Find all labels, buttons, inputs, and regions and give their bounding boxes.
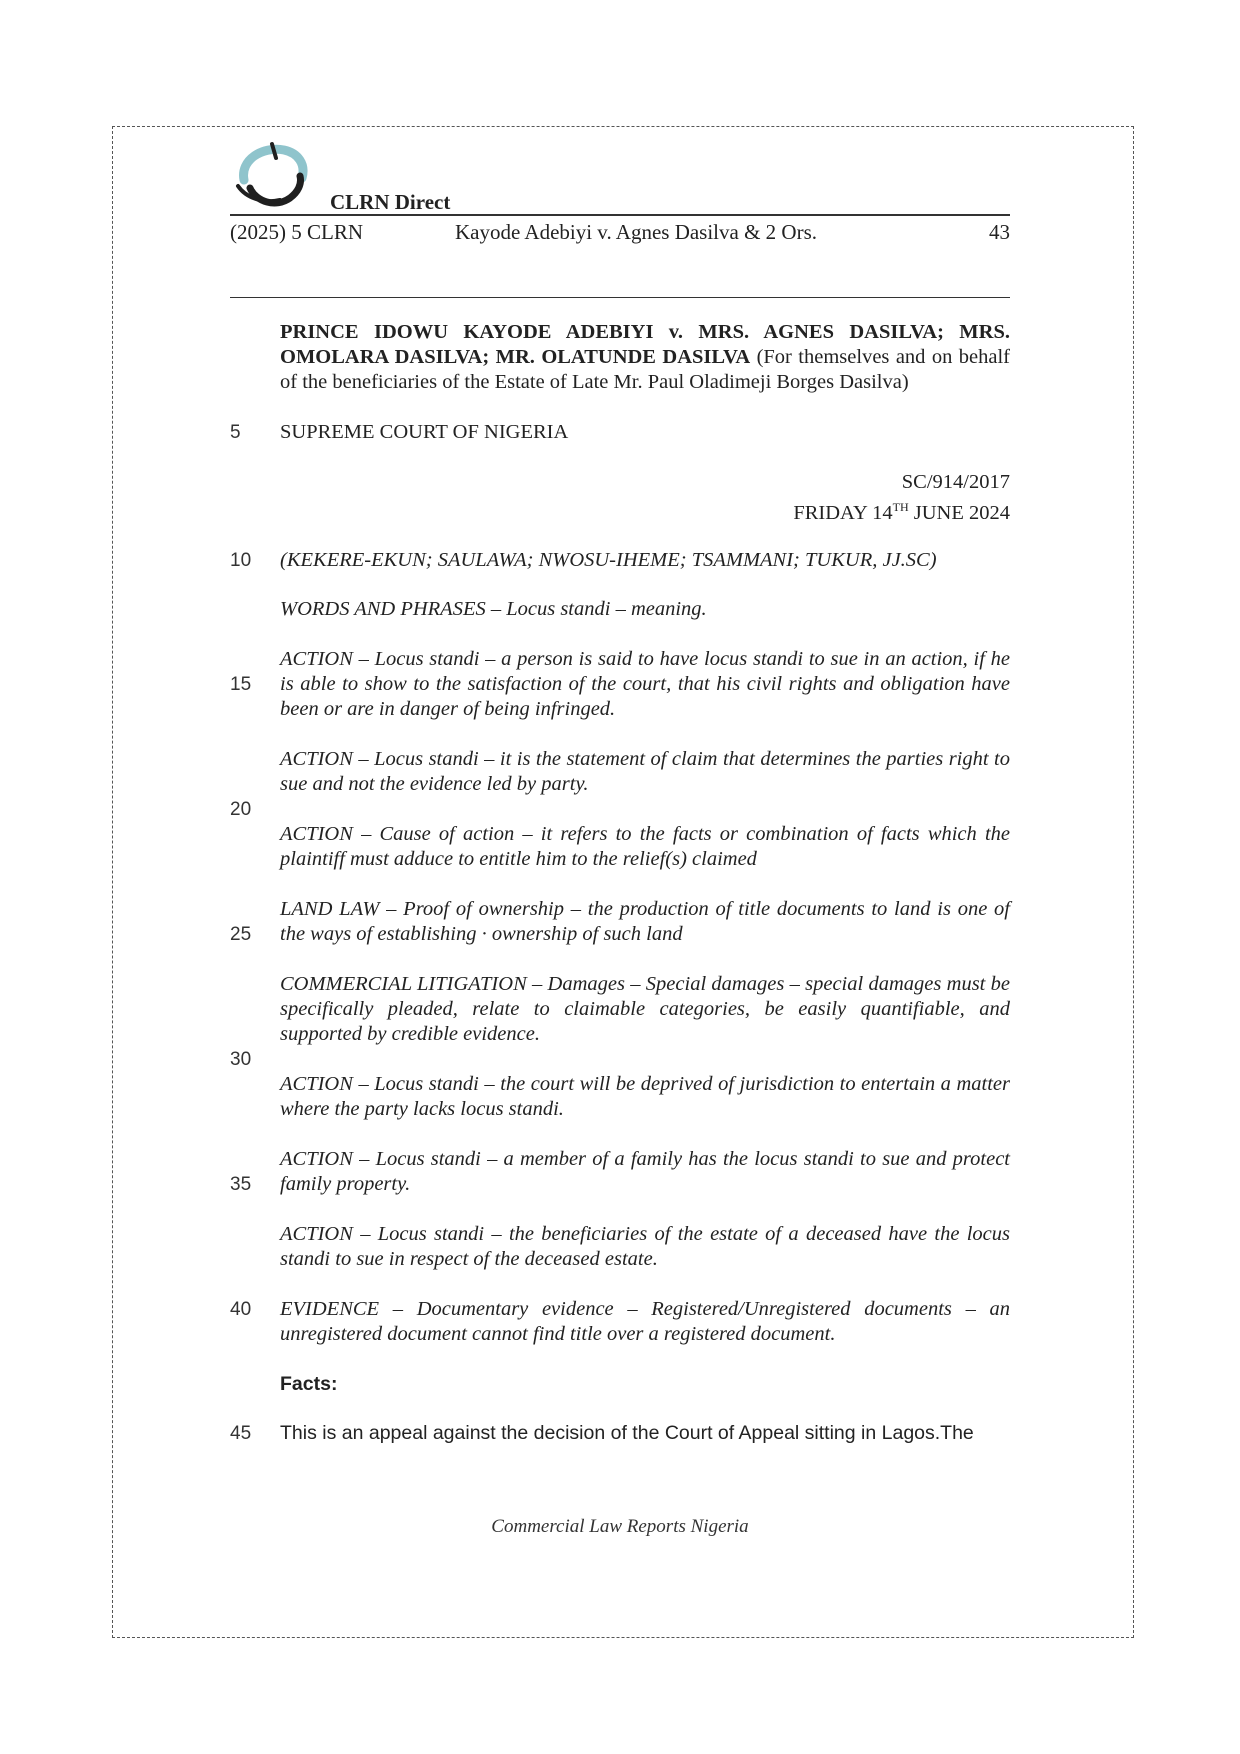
line-number: 25 <box>230 924 252 945</box>
line-number: 45 <box>230 1423 252 1444</box>
court-name: SUPREME COURT OF NIGERIA <box>280 421 569 443</box>
case-short-title: Kayode Adebiyi v. Agnes Dasilva & 2 Ors. <box>455 220 818 244</box>
line-number: 15 <box>230 674 252 695</box>
case-parties <box>280 320 1010 395</box>
catchword: WORDS AND PHRASES – Locus standi – meaning. <box>280 598 707 620</box>
catchword: ACTION – Locus standi – a member of a family has the locus standi to sue and protect family property. <box>280 1148 1010 1195</box>
report-citation: (2025) 5 CLRN <box>230 220 363 244</box>
header-rule <box>230 214 1010 216</box>
catchword: ACTION – Locus standi – it is the statement of claim that determines the parties right to sue and not the evidence led by party. <box>280 748 1010 795</box>
catchword: COMMERCIAL LITIGATION – Damages – Special damages – special damages must be specifically pleaded, relate to claimable categories, be easily quantifiable, and supported by credible evidence. <box>280 973 1010 1045</box>
line-number: 20 <box>230 799 252 820</box>
coram-justices: (KEKERE-EKUN; SAULAWA; NWOSU-IHEME; TSAMMANI; TUKUR, JJ.SC) <box>280 549 937 571</box>
catchword: ACTION – Locus standi – a person is said to have locus standi to sue in an action, if he is able to show to the satisfaction of the court, that his civil rights and obligation have been or are in danger of being infringed. <box>280 648 1010 720</box>
catchword: EVIDENCE – Documentary evidence – Registered/Unregistered documents – an unregistered document cannot find title over a registered document. <box>280 1298 1010 1345</box>
brand-name: CLRN Direct <box>330 190 451 214</box>
page-footer: Commercial Law Reports Nigeria <box>491 1516 749 1537</box>
facts-text: This is an appeal against the decision of the Court of Appeal sitting in Lagos.The <box>280 1422 974 1444</box>
title-rule <box>230 297 1010 298</box>
line-number: 5 <box>230 422 241 443</box>
facts-heading: Facts: <box>280 1373 338 1395</box>
catchword: ACTION – Cause of action – it refers to the facts or combination of facts which the plaintiff must adduce to entitle him to the relief(s) claimed <box>280 823 1010 870</box>
suit-number: SC/914/2017 <box>901 471 1010 493</box>
catchword: ACTION – Locus standi – the beneficiaries of the estate of a deceased have the locus standi to sue in respect of the deceased estate. <box>280 1223 1010 1270</box>
line-number: 30 <box>230 1049 252 1070</box>
line-number: 35 <box>230 1174 252 1195</box>
judgment-date: FRIDAY 14TH JUNE 2024 <box>793 500 1010 524</box>
catchword: LAND LAW – Proof of ownership – the production of title documents to land is one of the ways of establishing · ownership of such land <box>280 898 1010 945</box>
catchword: ACTION – Locus standi – the court will be deprived of jurisdiction to entertain a matter where the party lacks locus standi. <box>280 1073 1010 1120</box>
parties-capacity: (For themselves and on behalf of the beneficiaries of the Estate of Late Mr. Paul Oladimeji Borges Dasilva) <box>280 346 1010 393</box>
line-number: 40 <box>230 1299 252 1320</box>
clrn-logo-icon <box>232 140 312 215</box>
page-number: 43 <box>989 220 1010 244</box>
line-number: 10 <box>230 550 252 571</box>
parties-names: PRINCE IDOWU KAYODE ADEBIYI v. MRS. AGNES DASILVA; MRS. OMOLARA DASILVA; MR. OLATUNDE DASILVA <box>280 321 1010 368</box>
